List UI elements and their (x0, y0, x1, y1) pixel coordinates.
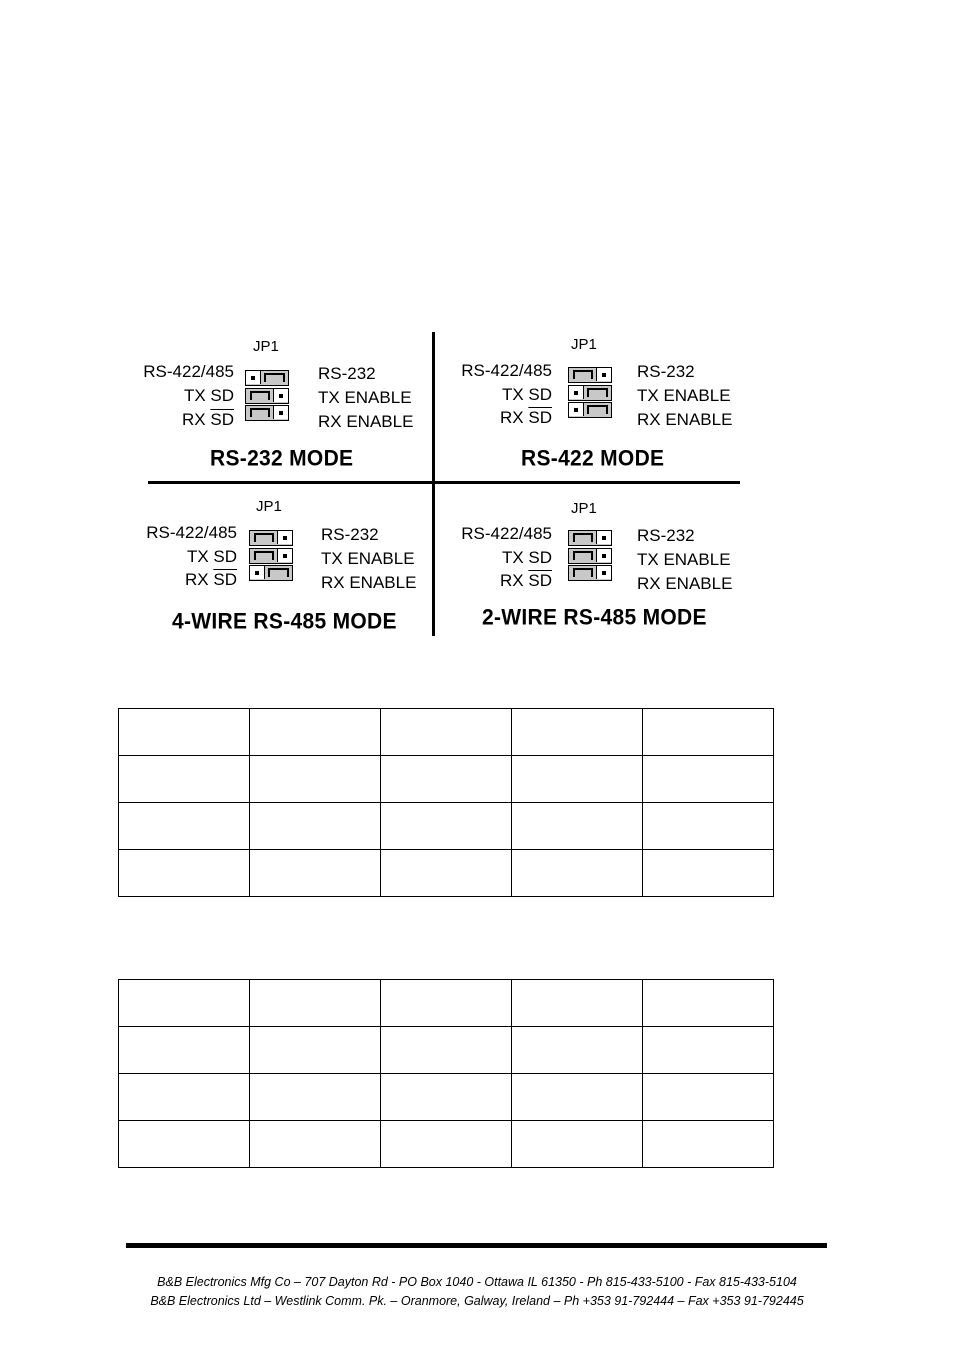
footer-line-2: B&B Electronics Ltd – Westlink Comm. Pk. – Oranmore, Galway, Ireland – Ph +353 91-792444 – Fax +353 91-792445 (150, 1294, 804, 1308)
jumper-row (568, 530, 612, 546)
jumper-row (568, 367, 612, 383)
label-rx-enable: RX ENABLE (637, 410, 733, 429)
table-2 (118, 979, 774, 1168)
open-pin (283, 536, 287, 540)
mode-title: RS-422 MODE (521, 446, 665, 471)
open-pin (574, 408, 578, 412)
table-row (119, 1027, 774, 1074)
label-tx-enable: TX ENABLE (637, 550, 731, 569)
label-tx-sd: TX SD (186, 547, 237, 566)
table-1 (118, 708, 774, 897)
jumper-row (245, 388, 289, 404)
jumper-row (249, 548, 293, 564)
footer-rule (126, 1243, 827, 1248)
shunt-cap (250, 391, 270, 400)
label-rs422-485: RS-422/485 (143, 362, 234, 381)
table-row (119, 756, 774, 803)
table-row (119, 850, 774, 897)
jumper-block (249, 530, 293, 582)
shunt-cap (573, 533, 593, 542)
shunt-cap (573, 568, 593, 577)
open-pin (574, 391, 578, 395)
label-tx-sd: TX SD (183, 386, 234, 405)
label-tx-enable: TX ENABLE (321, 549, 415, 568)
table-row (119, 1074, 774, 1121)
footer-line-1: B&B Electronics Mfg Co – 707 Dayton Rd - PO Box 1040 - Ottawa IL 61350 - Ph 815-433-5100 - Fax 815-433-5104 (157, 1275, 797, 1289)
label-rx-enable: RX ENABLE (637, 574, 733, 593)
shunt-cap (264, 373, 285, 382)
jumper-row (568, 385, 612, 401)
open-pin (279, 394, 283, 398)
mode-title: 2-WIRE RS-485 MODE (482, 605, 707, 630)
divider-horizontal (148, 481, 740, 484)
open-pin (279, 411, 283, 415)
shunt-cap (573, 370, 593, 379)
open-pin (602, 536, 606, 540)
label-rx-enable: RX ENABLE (318, 412, 414, 431)
jp1-label: JP1 (571, 500, 597, 517)
label-rx-sd: RX $\overline{SD}$ (185, 570, 237, 589)
label-rx-enable: RX ENABLE (321, 573, 417, 592)
divider-vertical (432, 332, 435, 636)
jumper-block (245, 370, 289, 422)
shunt-cap (254, 533, 274, 542)
jp1-label: JP1 (256, 498, 282, 515)
label-rs232: RS-232 (318, 364, 376, 383)
label-rs232: RS-232 (321, 525, 379, 544)
label-rs422-485: RS-422/485 (461, 361, 552, 380)
open-pin (602, 373, 606, 377)
label-rx-sd: RX $\overline{SD}$ (182, 410, 234, 429)
open-pin (251, 376, 255, 380)
shunt-cap (587, 405, 608, 414)
open-pin (602, 554, 606, 558)
jumper-row (245, 370, 289, 386)
label-rs232: RS-232 (637, 362, 695, 381)
mode-title: RS-232 MODE (210, 446, 354, 471)
shunt-cap (573, 551, 593, 560)
table-row (119, 803, 774, 850)
jp1-label: JP1 (253, 338, 279, 355)
jumper-row (249, 565, 293, 581)
shunt-cap (254, 551, 274, 560)
shunt-cap (268, 568, 289, 577)
label-tx-sd: TX SD (501, 385, 552, 404)
label-rx-sd: RX $\overline{SD}$ (500, 408, 552, 427)
table-row (119, 1121, 774, 1168)
open-pin (283, 554, 287, 558)
table-row (119, 709, 774, 756)
jumper-row (245, 405, 289, 421)
label-rs422-485: RS-422/485 (461, 524, 552, 543)
shunt-cap (587, 388, 608, 397)
label-rs422-485: RS-422/485 (146, 523, 237, 542)
mode-title: 4-WIRE RS-485 MODE (172, 609, 397, 634)
table-row (119, 980, 774, 1027)
jumper-row (568, 565, 612, 581)
jumper-block (568, 367, 612, 419)
jumper-row (249, 530, 293, 546)
jp1-label: JP1 (571, 336, 597, 353)
label-tx-sd: TX SD (501, 548, 552, 567)
jumper-block (568, 530, 612, 582)
label-tx-enable: TX ENABLE (637, 386, 731, 405)
label-rx-sd: RX $\overline{SD}$ (500, 571, 552, 590)
shunt-cap (250, 408, 270, 417)
open-pin (255, 571, 259, 575)
jumper-row (568, 402, 612, 418)
open-pin (602, 571, 606, 575)
label-rs232: RS-232 (637, 526, 695, 545)
jumper-row (568, 548, 612, 564)
label-tx-enable: TX ENABLE (318, 388, 412, 407)
